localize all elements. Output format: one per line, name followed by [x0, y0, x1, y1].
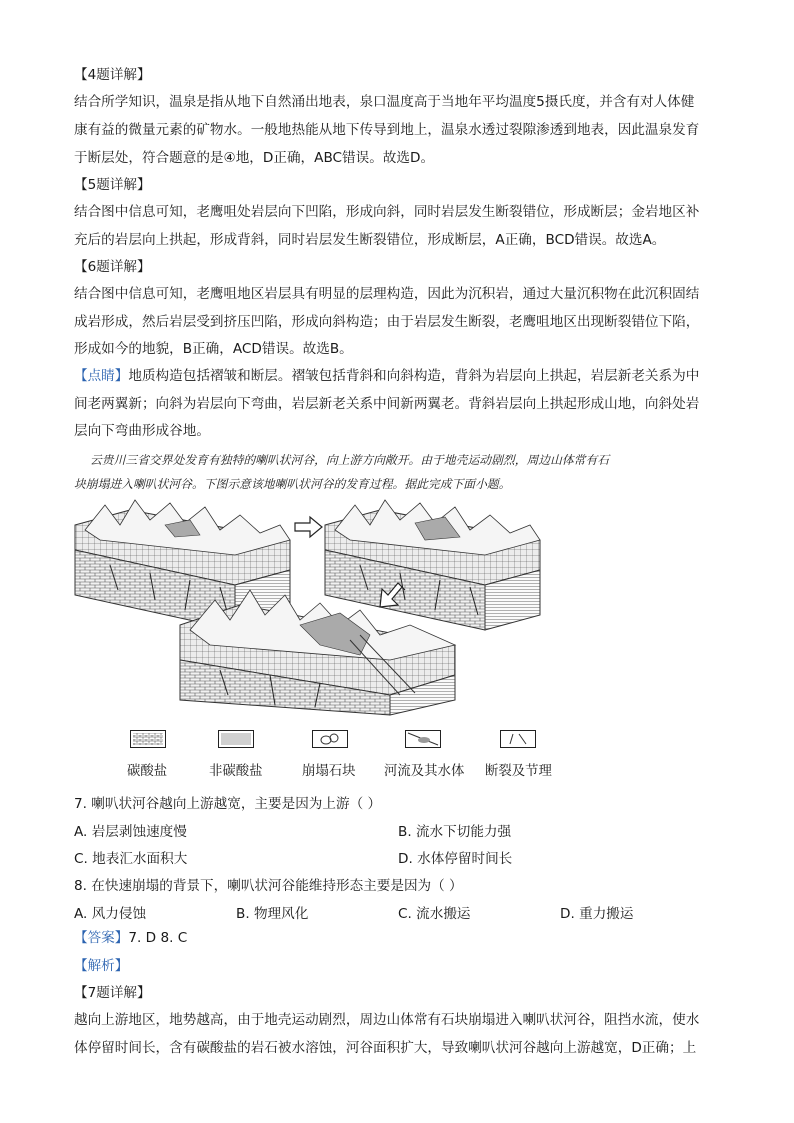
tip-line-1	[74, 367, 699, 385]
tip-text-1: 地质构造包括褶皱和断层。褶皱包括背斜和向斜构造，背斜为岩层向上拱起，岩层新老关系为中	[128, 368, 700, 384]
section-7-line-2: 体停留时间长，含有碳酸盐的岩石被水溶蚀，河谷面积扩大，导致喇叭状河谷越向上游越宽，D正确；上	[74, 1040, 697, 1056]
analysis-label: 【解析】	[74, 958, 129, 974]
tip-line-3: 层向下弯曲形成谷地。	[74, 423, 210, 439]
intro-line-1: 云贵川三省交界处发育有独特的喇叭状河谷，向上游方向敞开。由于地壳运动剧烈，周边山体常有石	[90, 453, 610, 467]
rock-block-icon	[312, 730, 348, 748]
carbonate-pattern	[130, 730, 166, 748]
tip-label: 【点睛】	[74, 368, 129, 384]
question-8-option-c: C. 流水搬运	[398, 906, 471, 922]
answer-line	[74, 929, 187, 947]
block-stage-2	[325, 500, 540, 630]
tip-line-2: 间老两翼新；向斜为岩层向下弯曲，岩层新老关系中间新两翼老。背斜岩层向上拱起形成山地，向斜处岩	[74, 396, 700, 412]
legend-label-non-carbonate: 非碳酸盐	[209, 764, 263, 779]
answer-label: 【答案】	[74, 930, 129, 946]
section-4-heading: 【4题详解】	[74, 67, 151, 83]
legend-label-rock-block: 崩塌石块	[302, 764, 356, 779]
river-water-icon	[405, 730, 441, 748]
question-7-option-b: B. 流水下切能力强	[398, 824, 512, 840]
question-7-option-c: C. 地表汇水面积大	[74, 851, 188, 867]
section-5-heading: 【5题详解】	[74, 177, 151, 193]
question-7-option-d: D. 水体停留时间长	[398, 851, 513, 867]
question-7-option-a: A. 岩层剥蚀速度慢	[74, 824, 187, 840]
question-7-stem: 7. 喇叭状河谷越向上游越宽，主要是因为上游（ ）	[74, 796, 382, 812]
legend-label-river-water: 河流及其水体	[384, 764, 465, 779]
fault-joint-icon	[500, 730, 536, 748]
section-6-line-3: 形成如今的地貌，B正确，ACD错误。故选B。	[74, 341, 353, 357]
question-8-stem: 8. 在快速崩塌的背景下，喇叭状河谷能维持形态主要是因为（ ）	[74, 878, 463, 894]
section-7-heading: 【7题详解】	[74, 985, 151, 1001]
question-8-option-d: D. 重力搬运	[560, 906, 634, 922]
section-6-heading: 【6题详解】	[74, 259, 151, 275]
section-4-line-1: 结合所学知识，温泉是指从地下自然涌出地表，泉口温度高于当地年平均温度5摄氏度，并含有对人体健	[74, 94, 695, 110]
legend-label-carbonate: 碳酸盐	[127, 764, 168, 779]
intro-line-2: 块崩塌进入喇叭状河谷。下图示意该地喇叭状河谷的发育过程。据此完成下面小题。	[74, 477, 511, 491]
valley-development-diagram	[70, 495, 730, 720]
section-4-line-3: 于断层处，符合题意的是④地，D正确，ABC错误。故选D。	[74, 150, 435, 166]
question-8-option-a: A. 风力侵蚀	[74, 906, 147, 922]
non-carbonate-pattern	[218, 730, 254, 748]
question-8-option-b: B. 物理风化	[236, 906, 309, 922]
section-5-line-1: 结合图中信息可知，老鹰咀处岩层向下凹陷，形成向斜，同时岩层发生断裂错位，形成断层；金岩地区补	[74, 204, 700, 220]
legend-label-fault-joint: 断裂及节理	[485, 764, 552, 779]
section-6-line-2: 成岩形成，然后岩层受到挤压凹陷，形成向斜构造；由于岩层发生断裂，老鹰咀地区出现断裂错位下陷，	[74, 314, 700, 330]
section-7-line-1: 越向上游地区，地势越高，由于地壳运动剧烈，周边山体常有石块崩塌进入喇叭状河谷，阻挡水流，使水	[74, 1012, 700, 1028]
section-5-line-2: 充后的岩层向上拱起，形成背斜，同时岩层发生断裂错位，形成断层，A正确，BCD错误。故选A。	[74, 232, 666, 248]
arrow-right-icon	[295, 517, 322, 537]
section-4-line-2: 康有益的微量元素的矿物水。一般地热能从地下传导到地上，温泉水透过裂隙渗透到地表，因此温泉发育	[74, 122, 700, 138]
answer-value: 7. D 8. C	[128, 930, 188, 946]
section-6-line-1: 结合图中信息可知，老鹰咀地区岩层具有明显的层理构造，因此为沉积岩，通过大量沉积物在此沉积固结	[74, 286, 700, 302]
